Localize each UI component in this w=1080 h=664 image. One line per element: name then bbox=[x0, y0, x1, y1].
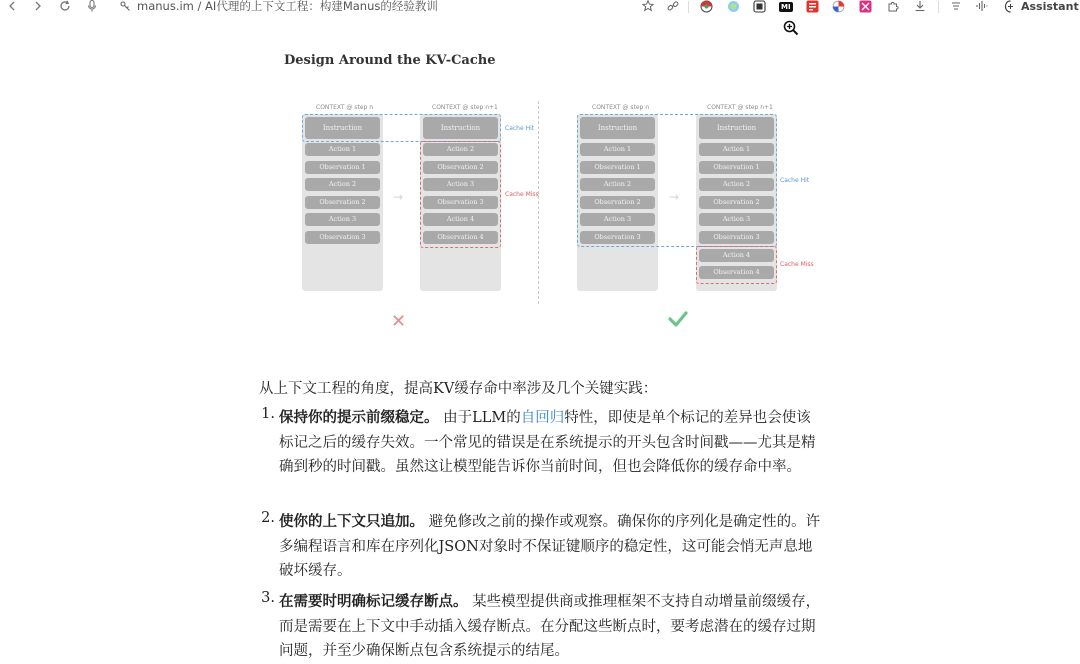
extension-icon[interactable] bbox=[832, 0, 845, 14]
check-icon bbox=[668, 311, 688, 331]
assistant-label[interactable]: Assistant bbox=[1021, 0, 1079, 13]
extension-icon[interactable] bbox=[859, 0, 872, 14]
zoom-in-icon[interactable] bbox=[783, 20, 799, 40]
site-info-icon[interactable] bbox=[119, 0, 131, 14]
download-icon[interactable] bbox=[914, 0, 926, 14]
extension-icon[interactable]: MI bbox=[781, 3, 791, 11]
context-block: Observation 1 bbox=[305, 161, 380, 174]
context-block: Action 3 bbox=[699, 213, 774, 226]
toolbar-divider bbox=[688, 1, 689, 13]
context-block: Action 2 bbox=[305, 178, 380, 191]
cache-hit-label: Cache Hit bbox=[505, 125, 535, 132]
context-block: Action 4 bbox=[423, 213, 498, 226]
menu-icon[interactable] bbox=[950, 0, 962, 14]
context-block: Observation 2 bbox=[580, 196, 655, 209]
list-number: 3. bbox=[261, 590, 275, 606]
browser-toolbar bbox=[0, 0, 1080, 14]
list-item-heading: 使你的上下文只追加。 bbox=[279, 513, 424, 530]
context-block: Action 2 bbox=[699, 178, 774, 191]
context-block: Action 4 bbox=[699, 249, 774, 262]
intro-paragraph: 从上下文工程的角度，提高KV缓存命中率涉及几个关键实践： bbox=[259, 381, 658, 397]
cache-hit-region bbox=[577, 114, 777, 247]
list-item-heading: 在需要时明确标记缓存断点。 bbox=[279, 593, 468, 610]
context-block: Observation 4 bbox=[423, 231, 498, 244]
context-block: Instruction bbox=[699, 117, 774, 139]
cross-icon: ✕ bbox=[391, 311, 407, 332]
context-block: Action 3 bbox=[580, 213, 655, 226]
puzzle-icon[interactable] bbox=[887, 0, 899, 14]
context-block: Observation 3 bbox=[423, 196, 498, 209]
context-block: Observation 2 bbox=[699, 196, 774, 209]
list-item-text: 特性，即使是单个标记的差异也会使该标记之后的缓存失效。一个常见的错误是在系统提示的开头包含时间戳——尤其是精确到秒的时间戳。虽然这让模型能告诉你当前时间，但也会降低你的缓存命中率。 bbox=[279, 410, 816, 475]
address-bar-url[interactable]: manus.im / AI代理的上下文工程：构建Manus的经验教训 bbox=[137, 0, 438, 13]
extension-icon[interactable] bbox=[806, 0, 819, 14]
list-item-text: 避免修改之前的操作或观察。确保你的序列化是确定性的。许多编程语言和库在序列化JSON对象时不保证键顺序的稳定性，这可能会悄无声息地破坏缓存。 bbox=[279, 514, 821, 579]
list-item-text: 某些模型提供商或推理框架不支持自动增量前缀缓存，而是需要在上下文中手动插入缓存断点。在分配这些断点时，要考虑潜在的缓存过期问题，并至少确保断点包含系统提示的结尾。 bbox=[279, 594, 821, 659]
cache-miss-region bbox=[420, 141, 501, 248]
context-block: Instruction bbox=[305, 117, 380, 139]
context-block: Observation 1 bbox=[699, 161, 774, 174]
toolbar-divider bbox=[938, 1, 939, 13]
arrow-right-icon: → bbox=[393, 190, 404, 204]
context-block: Observation 2 bbox=[423, 161, 498, 174]
context-block: Action 1 bbox=[699, 143, 774, 156]
assistant-icon[interactable] bbox=[1004, 0, 1017, 14]
forward-icon[interactable] bbox=[34, 0, 42, 14]
diagram-title: Design Around the KV-Cache bbox=[284, 53, 496, 68]
cache-hit-region bbox=[302, 114, 501, 142]
context-block: Observation 3 bbox=[305, 231, 380, 244]
context-block: Action 2 bbox=[580, 178, 655, 191]
context-block: Action 3 bbox=[423, 178, 498, 191]
context-block: Instruction bbox=[423, 117, 498, 139]
reload-icon[interactable] bbox=[59, 0, 71, 14]
context-label: CONTEXT @ step n+1 bbox=[707, 104, 773, 111]
context-block: Instruction bbox=[580, 117, 655, 139]
context-block: Observation 2 bbox=[305, 196, 380, 209]
diagram-divider bbox=[538, 101, 539, 304]
audio-wave-icon[interactable] bbox=[975, 0, 988, 14]
autoregressive-link[interactable]: 自回归 bbox=[520, 410, 565, 426]
context-block: Observation 1 bbox=[580, 161, 655, 174]
context-block: Action 1 bbox=[305, 143, 380, 156]
microphone-icon[interactable] bbox=[87, 0, 97, 14]
extension-icon[interactable] bbox=[727, 0, 740, 14]
context-block: Observation 4 bbox=[699, 266, 774, 279]
cache-miss-label: Cache Miss bbox=[505, 191, 539, 198]
context-block: Action 1 bbox=[580, 143, 655, 156]
cache-hit-label: Cache Hit bbox=[780, 177, 810, 184]
context-block: Observation 3 bbox=[580, 231, 655, 244]
context-block: Action 3 bbox=[305, 213, 380, 226]
context-label: CONTEXT @ step n bbox=[316, 104, 374, 111]
context-label: CONTEXT @ step n+1 bbox=[432, 104, 498, 111]
context-label: CONTEXT @ step n bbox=[592, 104, 650, 111]
link-icon[interactable] bbox=[667, 0, 679, 14]
cache-miss-region bbox=[696, 246, 777, 284]
bookmark-star-icon[interactable] bbox=[642, 0, 654, 14]
arrow-right-icon: → bbox=[669, 190, 680, 204]
extension-icon[interactable] bbox=[700, 0, 713, 14]
list-item-text: 由于LLM的 bbox=[438, 410, 521, 426]
extension-icon[interactable] bbox=[753, 0, 766, 14]
list-number: 2. bbox=[261, 510, 275, 526]
list-item-heading: 保持你的提示前缀稳定。 bbox=[279, 409, 439, 426]
list-number: 1. bbox=[261, 406, 275, 422]
cache-miss-label: Cache Miss bbox=[780, 261, 814, 268]
context-block: Observation 3 bbox=[699, 231, 774, 244]
context-block: Action 2 bbox=[423, 143, 498, 156]
back-icon[interactable] bbox=[8, 0, 16, 14]
